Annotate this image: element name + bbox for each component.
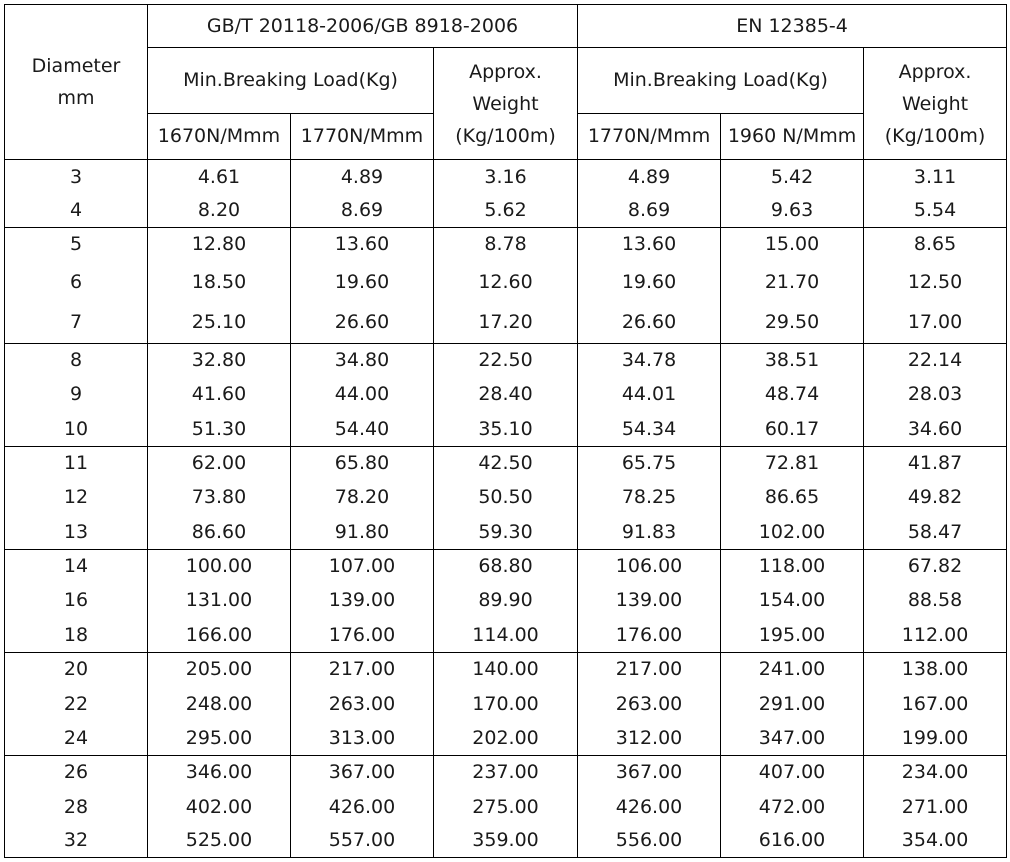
gb-1670-load-cell: 166.00 [148, 618, 291, 652]
en-weight-cell: 28.03 [864, 378, 1007, 412]
diameter-cell: 24 [5, 721, 148, 755]
gb-1670-load-cell: 62.00 [148, 446, 291, 480]
table-row [5, 227, 1007, 261]
en-1960-load-cell: 60.17 [721, 412, 864, 446]
en-weight-label-2: Weight [901, 92, 969, 115]
en-1960-load-cell: 86.65 [721, 481, 864, 515]
gb-weight-cell: 140.00 [434, 652, 578, 686]
en-weight-cell: 41.87 [864, 446, 1007, 480]
table-row [5, 618, 1007, 652]
en-1770-load-cell: 4.89 [578, 160, 721, 194]
diameter-cell: 3 [5, 160, 148, 194]
gb-weight-unit: (Kg/100m) [455, 124, 556, 147]
diameter-cell: 11 [5, 446, 148, 480]
table-row [5, 412, 1007, 446]
gb-1770-load-cell: 557.00 [291, 824, 434, 857]
gb-weight-label-1: Approx. [469, 60, 542, 83]
diameter-cell: 20 [5, 652, 148, 686]
gb-1770-load-cell: 19.60 [291, 262, 434, 303]
gb-1770-load-cell: 65.80 [291, 446, 434, 480]
gb-1770-load-cell: 34.80 [291, 343, 434, 377]
table-row [5, 160, 1007, 194]
en-1770-load-cell: 78.25 [578, 481, 721, 515]
table-row [5, 584, 1007, 618]
gb-1770-load-cell: 107.00 [291, 549, 434, 583]
en-1770-load-cell: 556.00 [578, 824, 721, 857]
gb-1670-load-cell: 525.00 [148, 824, 291, 857]
en-1960-load-cell: 118.00 [721, 549, 864, 583]
en-1770-load-cell: 91.83 [578, 515, 721, 549]
diameter-cell: 5 [5, 227, 148, 261]
gb-1770-load-cell: 13.60 [291, 227, 434, 261]
table-row [5, 721, 1007, 755]
table-row [5, 687, 1007, 721]
en-weight-cell: 22.14 [864, 343, 1007, 377]
en-1770-load-cell: 13.60 [578, 227, 721, 261]
table-row [5, 755, 1007, 789]
table-row [5, 446, 1007, 480]
gb-weight-cell: 22.50 [434, 343, 578, 377]
gb-grade-1770: 1770N/Mmm [291, 114, 434, 160]
diameter-label: Diameter [31, 55, 121, 77]
diameter-cell: 9 [5, 378, 148, 412]
en-1960-load-cell: 616.00 [721, 824, 864, 857]
gb-1770-load-cell: 4.89 [291, 160, 434, 194]
gb-1770-load-cell: 54.40 [291, 412, 434, 446]
gb-1670-load-cell: 131.00 [148, 584, 291, 618]
en-weight-cell: 8.65 [864, 227, 1007, 261]
en-1960-load-cell: 102.00 [721, 515, 864, 549]
en-1770-load-cell: 426.00 [578, 790, 721, 824]
en-weight-cell: 112.00 [864, 618, 1007, 652]
gb-weight-header [434, 48, 578, 160]
en-1770-load-cell: 367.00 [578, 755, 721, 789]
gb-weight-cell: 17.20 [434, 303, 578, 343]
en-weight-cell: 67.82 [864, 549, 1007, 583]
en-weight-cell: 88.58 [864, 584, 1007, 618]
en-weight-cell: 17.00 [864, 303, 1007, 343]
gb-1670-load-cell: 51.30 [148, 412, 291, 446]
gb-weight-label-2: Weight [472, 92, 539, 115]
en-weight-cell: 34.60 [864, 412, 1007, 446]
gb-weight-cell: 28.40 [434, 378, 578, 412]
table-header [5, 5, 1007, 160]
gb-1770-load-cell: 426.00 [291, 790, 434, 824]
en-1770-load-cell: 54.34 [578, 412, 721, 446]
en-weight-cell: 5.54 [864, 194, 1007, 227]
table-row [5, 481, 1007, 515]
en-weight-cell: 58.47 [864, 515, 1007, 549]
gb-weight-cell: 114.00 [434, 618, 578, 652]
en-1960-load-cell: 72.81 [721, 446, 864, 480]
en-standard-header: EN 12385-4 [578, 5, 1007, 48]
en-1960-load-cell: 5.42 [721, 160, 864, 194]
diameter-cell: 26 [5, 755, 148, 789]
gb-1770-load-cell: 91.80 [291, 515, 434, 549]
en-1770-load-cell: 312.00 [578, 721, 721, 755]
diameter-cell: 8 [5, 343, 148, 377]
gb-1770-load-cell: 139.00 [291, 584, 434, 618]
gb-1670-load-cell: 73.80 [148, 481, 291, 515]
en-1770-load-cell: 263.00 [578, 687, 721, 721]
en-weight-unit: (Kg/100m) [884, 124, 986, 147]
en-weight-cell: 167.00 [864, 687, 1007, 721]
en-weight-header [864, 48, 1007, 160]
en-1960-load-cell: 291.00 [721, 687, 864, 721]
gb-1670-load-cell: 4.61 [148, 160, 291, 194]
gb-1670-load-cell: 86.60 [148, 515, 291, 549]
en-1960-load-cell: 407.00 [721, 755, 864, 789]
gb-weight-cell: 42.50 [434, 446, 578, 480]
diameter-cell: 7 [5, 303, 148, 343]
gb-weight-cell: 50.50 [434, 481, 578, 515]
table-row [5, 303, 1007, 343]
diameter-cell: 6 [5, 262, 148, 303]
gb-1670-load-cell: 8.20 [148, 194, 291, 227]
gb-1670-load-cell: 41.60 [148, 378, 291, 412]
en-1770-load-cell: 8.69 [578, 194, 721, 227]
table-row [5, 790, 1007, 824]
en-1770-load-cell: 139.00 [578, 584, 721, 618]
table-row [5, 824, 1007, 857]
en-weight-cell: 354.00 [864, 824, 1007, 857]
gb-1670-load-cell: 346.00 [148, 755, 291, 789]
gb-1670-load-cell: 100.00 [148, 549, 291, 583]
gb-weight-cell: 35.10 [434, 412, 578, 446]
gb-weight-cell: 202.00 [434, 721, 578, 755]
en-weight-cell: 138.00 [864, 652, 1007, 686]
en-weight-label-1: Approx. [898, 60, 972, 83]
en-1960-load-cell: 9.63 [721, 194, 864, 227]
en-1960-load-cell: 154.00 [721, 584, 864, 618]
en-weight-cell: 199.00 [864, 721, 1007, 755]
gb-1670-load-cell: 25.10 [148, 303, 291, 343]
diameter-header [5, 5, 148, 160]
gb-weight-cell: 5.62 [434, 194, 578, 227]
en-1960-load-cell: 38.51 [721, 343, 864, 377]
wire-rope-spec-table [4, 4, 1007, 858]
table-row [5, 549, 1007, 583]
en-1770-load-cell: 106.00 [578, 549, 721, 583]
en-1770-load-cell: 19.60 [578, 262, 721, 303]
en-breaking-load-header: Min.Breaking Load(Kg) [578, 48, 864, 114]
en-1770-load-cell: 176.00 [578, 618, 721, 652]
en-grade-1770: 1770N/Mmm [578, 114, 721, 160]
table-body [5, 160, 1007, 858]
gb-1770-load-cell: 176.00 [291, 618, 434, 652]
en-1770-load-cell: 44.01 [578, 378, 721, 412]
en-1770-load-cell: 26.60 [578, 303, 721, 343]
gb-1770-load-cell: 26.60 [291, 303, 434, 343]
gb-1670-load-cell: 295.00 [148, 721, 291, 755]
gb-1770-load-cell: 263.00 [291, 687, 434, 721]
gb-grade-1670: 1670N/Mmm [148, 114, 291, 160]
en-weight-cell: 49.82 [864, 481, 1007, 515]
gb-weight-cell: 170.00 [434, 687, 578, 721]
gb-1670-load-cell: 32.80 [148, 343, 291, 377]
gb-1670-load-cell: 12.80 [148, 227, 291, 261]
diameter-cell: 12 [5, 481, 148, 515]
gb-weight-cell: 68.80 [434, 549, 578, 583]
diameter-cell: 4 [5, 194, 148, 227]
diameter-cell: 14 [5, 549, 148, 583]
table-row [5, 652, 1007, 686]
en-1960-load-cell: 21.70 [721, 262, 864, 303]
gb-weight-cell: 12.60 [434, 262, 578, 303]
diameter-cell: 10 [5, 412, 148, 446]
gb-1770-load-cell: 8.69 [291, 194, 434, 227]
en-grade-1960: 1960 N/Mmm [721, 114, 864, 160]
diameter-unit: mm [57, 87, 95, 109]
diameter-cell: 28 [5, 790, 148, 824]
gb-1770-load-cell: 313.00 [291, 721, 434, 755]
en-1960-load-cell: 29.50 [721, 303, 864, 343]
en-1960-load-cell: 241.00 [721, 652, 864, 686]
gb-weight-cell: 359.00 [434, 824, 578, 857]
diameter-cell: 32 [5, 824, 148, 857]
en-1960-load-cell: 472.00 [721, 790, 864, 824]
gb-weight-cell: 8.78 [434, 227, 578, 261]
table-row [5, 262, 1007, 303]
en-1960-load-cell: 48.74 [721, 378, 864, 412]
gb-1670-load-cell: 18.50 [148, 262, 291, 303]
en-1960-load-cell: 15.00 [721, 227, 864, 261]
en-weight-cell: 271.00 [864, 790, 1007, 824]
en-weight-cell: 234.00 [864, 755, 1007, 789]
diameter-cell: 13 [5, 515, 148, 549]
en-1960-load-cell: 347.00 [721, 721, 864, 755]
diameter-cell: 22 [5, 687, 148, 721]
table-row [5, 378, 1007, 412]
table-row [5, 515, 1007, 549]
diameter-cell: 18 [5, 618, 148, 652]
en-1960-load-cell: 195.00 [721, 618, 864, 652]
gb-1770-load-cell: 217.00 [291, 652, 434, 686]
en-1770-load-cell: 65.75 [578, 446, 721, 480]
gb-1670-load-cell: 205.00 [148, 652, 291, 686]
diameter-cell: 16 [5, 584, 148, 618]
table-row [5, 194, 1007, 227]
table-row [5, 343, 1007, 377]
gb-weight-cell: 3.16 [434, 160, 578, 194]
en-weight-cell: 12.50 [864, 262, 1007, 303]
gb-1670-load-cell: 248.00 [148, 687, 291, 721]
gb-1770-load-cell: 44.00 [291, 378, 434, 412]
gb-1670-load-cell: 402.00 [148, 790, 291, 824]
gb-1770-load-cell: 367.00 [291, 755, 434, 789]
gb-1770-load-cell: 78.20 [291, 481, 434, 515]
gb-weight-cell: 237.00 [434, 755, 578, 789]
en-1770-load-cell: 217.00 [578, 652, 721, 686]
gb-weight-cell: 275.00 [434, 790, 578, 824]
gb-breaking-load-header: Min.Breaking Load(Kg) [148, 48, 434, 114]
gb-standard-header: GB/T 20118-2006/GB 8918-2006 [148, 5, 578, 48]
en-weight-cell: 3.11 [864, 160, 1007, 194]
gb-weight-cell: 59.30 [434, 515, 578, 549]
gb-weight-cell: 89.90 [434, 584, 578, 618]
en-1770-load-cell: 34.78 [578, 343, 721, 377]
